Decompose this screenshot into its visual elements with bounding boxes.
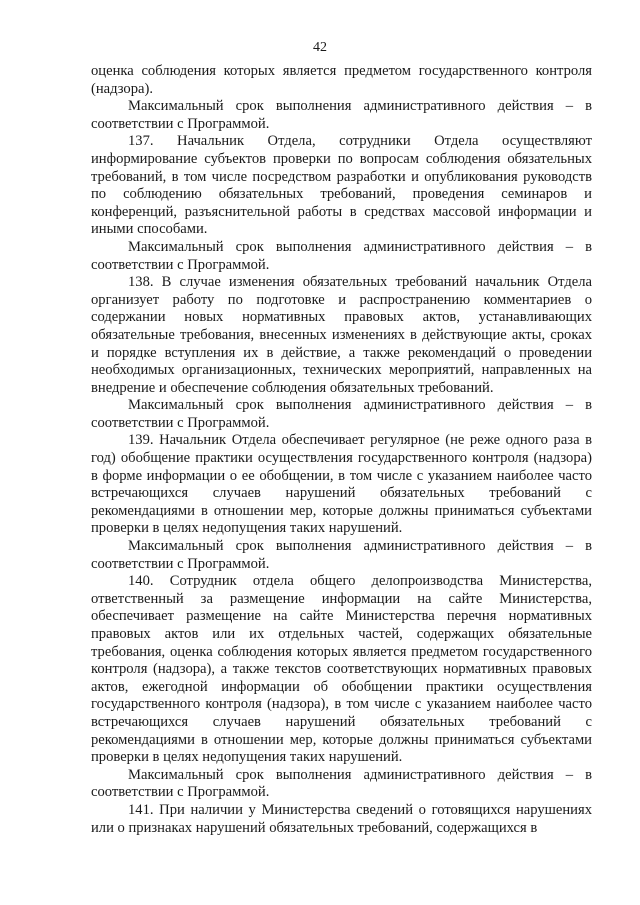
paragraph: Максимальный срок выполнения административного действия – в соответствии с Программой. — [91, 538, 592, 572]
document-body — [91, 63, 592, 837]
paragraph-139: 139. Начальник Отдела обеспечивает регулярное (не реже одного раза в год) обобщение практики осуществления государственного контроля (надзора) в форме информации о ее обобщении, в том числе с указанием наиболее часто встречающихся случаев нарушений обязательных требований с рекомендациями в отношении мер, которые должны приниматься субъектами проверки в целях недопущения таких нарушений. — [91, 432, 592, 537]
page-number: 42 — [313, 40, 327, 55]
paragraph-140: 140. Сотрудник отдела общего делопроизводства Министерства, ответственный за размещение информации на сайте Министерства, обеспечивает размещение на сайте Министерства перечня нормативных правовых актов или их отдельных частей, содержащих обязательные требования, оценка соблюдения которых является предметом государственного контроля (надзора), а также текстов соответствующих нормативных правовых актов, ежегодной информации об обобщении практики осуществления государственного контроля (надзора), в том числе с указанием наиболее часто встречающихся случаев нарушений обязательных требований с рекомендациями в отношении мер, которые должны приниматься субъектами проверки в целях недопущения таких нарушений. — [91, 573, 592, 766]
paragraph: Максимальный срок выполнения административного действия – в соответствии с Программой. — [91, 98, 592, 132]
paragraph-137: 137. Начальник Отдела, сотрудники Отдела осуществляют информирование субъектов проверки по вопросам соблюдения обязательных требований, в том числе посредством разработки и опубликования руководств по соблюдению обязательных требований, проведения семинаров и конференций, разъяснительной работы в средствах массовой информации и иными способами. — [91, 133, 592, 238]
paragraph: Максимальный срок выполнения административного действия – в соответствии с Программой. — [91, 238, 592, 273]
paragraph: оценка соблюдения которых является предметом государственного контроля (надзора). — [91, 63, 592, 97]
paragraph-138: 138. В случае изменения обязательных требований начальник Отдела организует работу по подготовке и распространению комментариев о содержании новых нормативных правовых актов, устанавливающих обязательные требования, внесенных изменениях в действующие акты, сроках и порядке вступления их в действие, а также рекомендаций о проведении необходимых организационных, технических мероприятий, направленных на внедрение и обеспечение соблюдения обязательных требований. — [91, 274, 592, 396]
paragraph: Максимальный срок выполнения административного действия – в соответствии с Программой. — [91, 397, 592, 431]
paragraph: Максимальный срок выполнения административного действия – в соответствии с Программой. — [91, 766, 592, 801]
paragraph-141: 141. При наличии у Министерства сведений о готовящихся нарушениях или о признаках нарушений обязательных требований, содержащихся в — [91, 801, 592, 836]
